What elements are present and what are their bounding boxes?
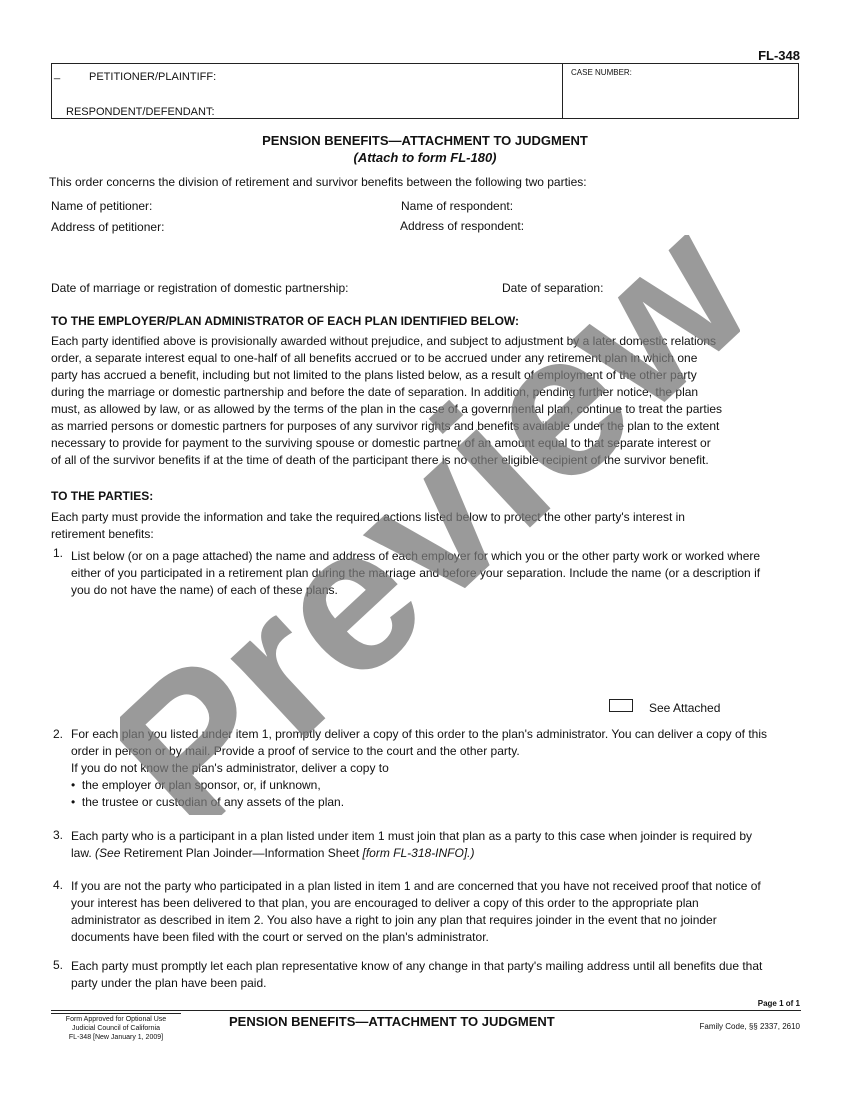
item-3-text-c: Retirement Plan Joinder—Information Sheet <box>120 846 363 860</box>
name-petitioner-label: Name of petitioner: <box>51 199 153 213</box>
item-2-line: For each plan you listed under item 1, promptly deliver a copy of this order to the plan's administrator. You can deliver a copy of this <box>71 727 767 741</box>
caption-box <box>51 63 799 119</box>
item-4-line: administrator as described in item 2. You also have a right to join any plan that requires joinder in the event that no joinder <box>71 913 717 927</box>
item-5-number: 5. <box>53 958 64 972</box>
item-4-number: 4. <box>53 878 64 892</box>
item-4-line: your interest has been delivered to that plan, you are encouraged to deliver a copy of this order to the appropriate plan <box>71 896 699 910</box>
parties-line: retirement benefits: <box>51 527 154 541</box>
item-2-bullet-text: the trustee or custodian of any assets of the plan. <box>81 795 345 809</box>
see-attached-label: See Attached <box>649 701 721 715</box>
item-1-line: List below (or on a page attached) the name and address of each employer for which you or the other party work or worked where <box>71 549 761 563</box>
item-2-line: If you do not know the plan's administrator, deliver a copy to <box>71 761 389 775</box>
case-number-label: CASE NUMBER: <box>571 68 632 77</box>
item-3-text <box>71 828 801 862</box>
address-respondent-label: Address of respondent: <box>400 219 525 233</box>
page-number: Page 1 of 1 <box>757 999 800 1008</box>
item-3-text-b: (See <box>95 846 121 860</box>
item-5-line: party under the plan have been paid. <box>71 976 267 990</box>
footer-title: PENSION BENEFITS—ATTACHMENT TO JUDGMENT <box>229 1014 555 1029</box>
item-2-number: 2. <box>53 727 64 741</box>
form-subtitle: (Attach to form FL-180) <box>353 150 497 165</box>
employer-line: must, as allowed by law, or as allowed by the terms of the plan in the case of a governmental plan, continue to treat the parties <box>51 402 723 416</box>
item-1-number: 1. <box>53 546 64 560</box>
caption-mark: _ <box>54 68 61 80</box>
employer-line: order, a separate interest equal to one-half of all benefits accrued or to be accrued under any retirement plan in which one <box>51 351 698 365</box>
footer-form-line: FL-348 [New January 1, 2009] <box>68 1034 164 1041</box>
form-title: PENSION BENEFITS—ATTACHMENT TO JUDGMENT <box>262 133 588 148</box>
parties-paragraph <box>51 509 756 543</box>
item-3-number: 3. <box>53 828 64 842</box>
preview-watermark-text: Preview <box>120 235 740 815</box>
footer-rule <box>51 1010 801 1011</box>
item-3-text-a: law. <box>71 846 96 860</box>
form-id: FL-348 <box>758 48 800 63</box>
parties-line: Each party must provide the information and take the required actions listed below to protect the other party's interest in <box>51 510 685 524</box>
intro-text: This order concerns the division of retirement and survivor benefits between the following two parties: <box>49 175 587 189</box>
employer-line: as married persons or domestic partners for purposes of any survivor rights and benefits available under the plan to the extent <box>51 419 720 433</box>
caption-divider <box>562 64 563 118</box>
item-2-bullet-text: the employer or plan sponsor, or, if unknown, <box>81 778 321 792</box>
footer-form-info <box>51 1013 181 1042</box>
employer-heading: TO THE EMPLOYER/PLAN ADMINISTRATOR OF EACH PLAN IDENTIFIED BELOW: <box>51 314 520 328</box>
item-4-line: If you are not the party who participated in a plan listed in item 1 and are concerned that you have not received proof that notice of <box>71 879 761 893</box>
date-separation-label: Date of separation: <box>502 281 604 295</box>
footer-form-line: Form Approved for Optional Use <box>65 1016 167 1023</box>
employer-line: of all of the survivor benefits if at the time of death of the participant there is no other eligible recipient of the survivor benefit. <box>51 453 709 467</box>
item-5-line: Each party must promptly let each plan representative know of any change in that party's mailing address until all benefits due that <box>71 959 763 973</box>
item-3-text-d: [form FL-318-INFO].) <box>362 846 475 860</box>
item-2-bullet: • the employer or plan sponsor, or, if unknown, <box>71 778 321 792</box>
footer-form-line: Judicial Council of California <box>72 1025 160 1032</box>
item-2-bullet: • the trustee or custodian of any assets of the plan. <box>71 795 345 809</box>
item-2-line: order in person or by mail. Provide a proof of service to the court and the other party. <box>71 744 520 758</box>
item-3-line: Each party who is a participant in a plan listed under item 1 must join that plan as a party to this case when joinder is required by <box>71 829 753 843</box>
item-2-text <box>71 726 801 811</box>
employer-paragraph <box>51 333 756 469</box>
item-3-line <box>71 845 801 862</box>
employer-line: party has accrued a benefit, including but not limited to the plans listed below, as a result of employment of the other party <box>51 368 697 382</box>
item-1-text <box>71 548 801 599</box>
item-5-text <box>71 958 801 992</box>
employer-line: necessary to provide for payment to the surviving spouse or domestic partner of an amount equal to that separate interest or <box>51 436 711 450</box>
footer-code: Family Code, §§ 2337, 2610 <box>699 1022 800 1031</box>
see-attached-checkbox[interactable] <box>609 699 633 712</box>
item-4-line: documents have been filed with the court or served on the plan's administrator. <box>71 930 489 944</box>
date-marriage-label: Date of marriage or registration of domestic partnership: <box>51 281 349 295</box>
item-1-line: you do not have the name) of each of these plans. <box>71 583 338 597</box>
address-petitioner-label: Address of petitioner: <box>51 220 165 234</box>
item-4-text <box>71 878 801 946</box>
employer-line: Each party identified above is provisionally awarded without prejudice, and subject to adjustment by a later domestic relations <box>51 334 717 348</box>
name-respondent-label: Name of respondent: <box>401 199 514 213</box>
item-1-line: either of you participated in a retirement plan during the marriage and before your separation. Include the name (or a description if <box>71 566 761 580</box>
parties-heading: TO THE PARTIES: <box>51 489 154 503</box>
employer-line: during the marriage or domestic partnership and before the date of separation. In addition, pending further notice, the plan <box>51 385 699 399</box>
petitioner-label: PETITIONER/PLAINTIFF: <box>89 71 217 83</box>
respondent-label: RESPONDENT/DEFENDANT: <box>66 106 215 118</box>
